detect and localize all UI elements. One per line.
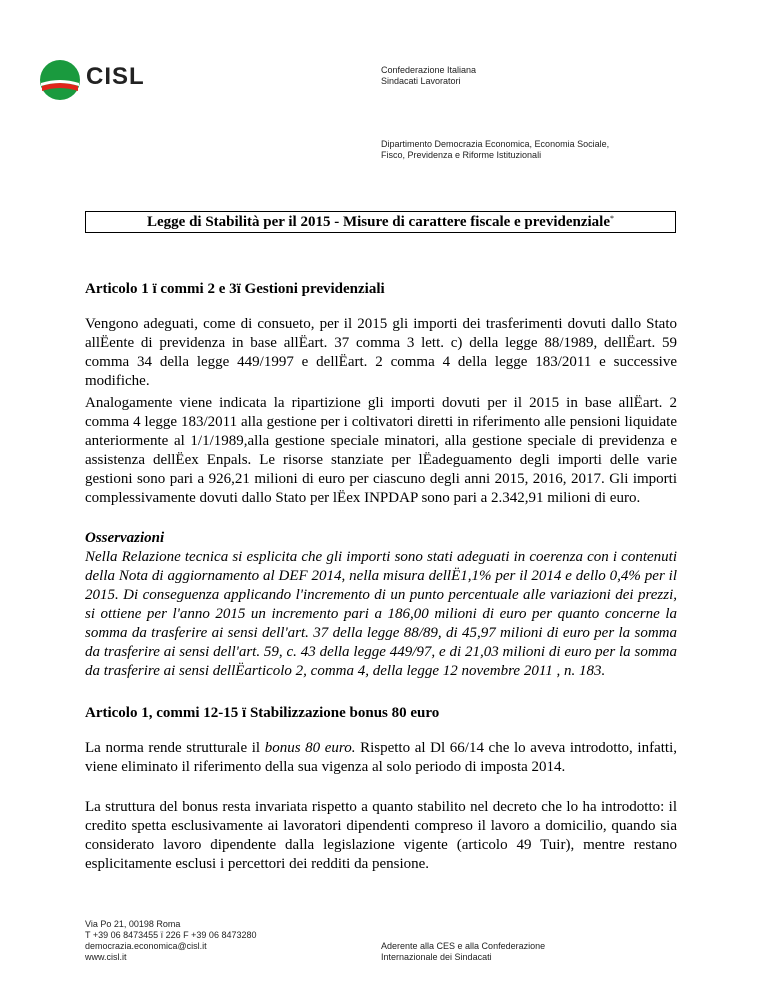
org-name: Confederazione Italiana Sindacati Lavoratori — [381, 65, 477, 86]
observations-heading: Osservazioni — [85, 530, 165, 546]
section-1-paragraph-2: Analogamente viene indicata la ripartizione gli importi dovuti per il 2015 in base allËart. 2 comma 4 legge 183/2011 alla gestione per i coltivatori diretti in riferimento alle pensioni liquidate anteriormente al 1/1/1989,alla gestione speciale minatori, alla gestione speciale di previdenza e assistenza dellËex Enpals. Le risorse stanziate per lËadeguamento degli importi delle varie gestioni sono pari a 926,21 milioni di euro per ciascuno degli anni 2015, 2016, 2017. Gli importi complessivamente dovuti dallo Stato per lËex INPDAP sono pari a 2.342,91 milioni di euro. — [85, 395, 677, 506]
footer-affiliation: Aderente alla CES e alla Confederazione Internazionale dei Sindacati — [381, 941, 546, 962]
footer-phone: T +39 06 8473455 ï 226 F +39 06 8473280 — [85, 930, 257, 940]
department-name: Dipartimento Democrazia Economica, Economia Sociale, Fisco, Previdenza e Riforme Istituzionali — [381, 139, 610, 160]
footer-website[interactable]: www.cisl.it — [85, 952, 127, 962]
footer-email[interactable]: democrazia.economica@cisl.it — [85, 941, 207, 951]
section-1-heading: Articolo 1 ï commi 2 e 3ï Gestioni previdenziali — [85, 281, 385, 297]
logo-wordmark: CISL — [86, 63, 145, 90]
section-2-paragraph-2: La struttura del bonus resta invariata rispetto a quanto stabilito nel decreto che lo ha introdotto: il credito spetta esclusivamente ai lavoratori dipendenti compreso il lavoro a domicilio, quando sia considerato lavoro dipendente dalla legislazione vigente (articolo 49 Tuir), mentre restano esplicitamente esclusi i percettori dei redditi da pensione. — [85, 799, 677, 872]
section-1-paragraph-1: Vengono adeguati, come di consueto, per il 2015 gli importi dei trasferimenti dovuti dallo Stato allËente di previdenza in base allËart. 37 comma 3 lett. c) della legge 88/1989, dellËart. 59 comma 34 della legge 449/1997 e dellËart. 2 comma 4 della legge 183/2011 e successive modifiche. — [85, 316, 677, 389]
observations-text: Nella Relazione tecnica si esplicita che gli importi sono stati adeguati in coerenza con i contenuti della Nota di aggiornamento al DEF 2014, nella misura dellË1,1% per il 2014 e dello 0,4% per il 2015. Di conseguenza applicando l'incremento di un punto percentuale alle variazioni dei prezzi, si ottiene per l'anno 2015 un incremento pari a 186,00 milioni di euro per quanto concerne la somma da trasferire ai sensi dell'art. 37 della legge 88/89, di 45,97 milioni di euro per la somma da trasferire ai sensi dell'art. 59, c. 43 della legge 449/97, e di 21,03 milioni di euro per la somma da trasferire ai sensi dellËarticolo 2, comma 4, della legge 12 novembre 2011 , n. 183. — [85, 549, 677, 679]
title-footnote-mark: * — [609, 214, 614, 223]
section-2-paragraph-1: La norma rende strutturale il bonus 80 euro. Rispetto al Dl 66/14 che lo aveva introdotto, infatti, viene eliminato il riferimento della sua vigenza al solo periodo di imposta 2014. — [85, 740, 677, 775]
section-2-heading: Articolo 1, commi 12-15 ï Stabilizzazione bonus 80 euro — [85, 705, 440, 721]
document-title: Legge di Stabilità per il 2015 - Misure di carattere fiscale e previdenziale* — [85, 211, 676, 233]
footer-contacts — [85, 919, 256, 963]
footer-address: Via Po 21, 00198 Roma — [85, 919, 181, 929]
